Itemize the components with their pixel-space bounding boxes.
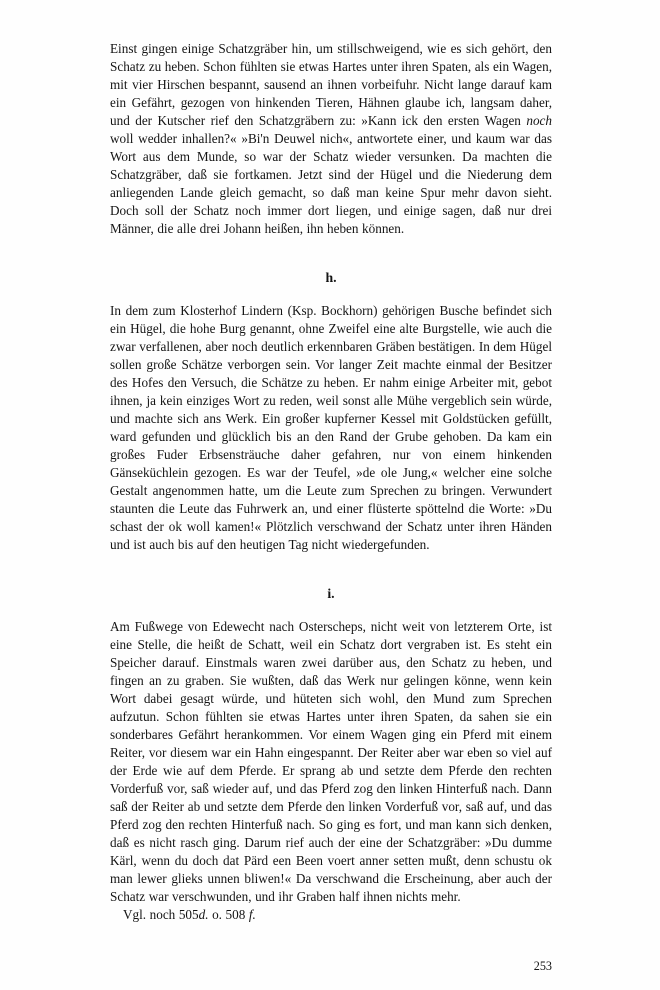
- text-segment: woll wedder inhallen?« »Bi'n Deuwel nich«, antwortete einer, und kaum war das Wort aus dem Munde, so war der Schatz wieder versunken. Da machten die Schatzgräber, daß sie fortkamen. Jetzt sind der Hügel und die Niederung dem anliegenden Lande gleich gemacht, so daß man keine Spur mehr davon sieht. Doch soll der Schatz noch immer dort liegen, und einige sagen, daß nur drei Männer, die alle drei Johann heißen, ihn heben können.: [110, 131, 552, 236]
- text-segment: Einst gingen einige Schatzgräber hin, um stillschweigend, wie es sich gehört, den Schatz zu heben. Schon fühlten sie etwas Hartes unter ihren Spaten, als ein Wagen, mit vier Hirschen bespannt, sausend an ihnen vorbeifuhr. Nicht lange darauf kam ein Gefährt, gezogen von hinkenden Tieren, Hähnen glaube ich, langsam daher, und der Kutscher rief den Schatzgräbern zu: »Kann ick den ersten Wagen: [110, 41, 552, 128]
- text-segment: Am Fußwege von Edewecht nach Osterscheps, nicht weit von letzterem Orte, ist eine Stelle, die heißt de Schatt, weil ein Schatz dort vergraben ist. Es steht ein Speicher darauf. Einstmals waren zwei darüber aus, den Schatz zu heben, und fingen an zu graben. Sie wußten, daß das Werk nur gelingen könne, wenn kein Wort dabei gesagt würde, und hüteten sich wohl, den Mund zum Sprechen aufzutun. Schon fühlten sie etwas Hartes unter ihren Spaten, da sahen sie ein sonderbares Gefährt herankommen. Vor einem Wagen ging ein Pferd mit einem Reiter, vor diesem war ein Hahn eingespannt. Der Reiter aber war eben so viel auf der Erde wie auf dem Pferde. Er sprang ab und setzte dem Pferde den rechten Vorderfuß vor, saß wieder auf, und das Pferd zog den linken Hinterfuß nach. Dann saß der Reiter ab und setzte dem Pferde den linken Vorderfuß vor, saß auf, und das Pferd zog den rechten Hinterfuß nach. So ging es fort, und man kann sich denken, daß es nicht rasch ging. Darum rief auch der eine der Schatzgräber: »Du dumme Kärl, wenn du doch dat Pärd een Been voert anner setten mußt, denn schustu ok man lewer glieks unnen bliwen!« Da verschwand die Erscheinung, aber auch der Schatz war verschwunden, und ihr Graben half ihnen nichts mehr.: [110, 619, 552, 904]
- paragraph-2: [110, 302, 552, 554]
- page-number: 253: [533, 959, 552, 973]
- text-block: [110, 40, 552, 924]
- text-segment-italic: d.: [198, 907, 209, 922]
- text-segment: Vgl. noch 505: [123, 907, 199, 922]
- section-heading-h: h.: [325, 270, 337, 285]
- text-segment-italic: f.: [248, 907, 256, 922]
- text-segment-italic: noch: [526, 113, 552, 128]
- text-segment: o. 508: [208, 907, 249, 922]
- paragraph-3: [110, 618, 552, 906]
- text-segment: In dem zum Klosterhof Lindern (Ksp. Bockhorn) gehörigen Busche befindet sich ein Hügel, die hohe Burg genannt, ohne Zweifel eine alte Burgstelle, wie auch die zwar verfallenen, aber noch deutlich erkennbaren Gräben bestätigen. In dem Hügel sollen große Schätze verborgen sein. Vor langer Zeit machte einmal der Besitzer des Hofes den Versuch, die Schätze zu heben. Er nahm einige Arbeiter mit, gebot ihnen, ja kein einziges Wort zu reden, weil sonst alle Mühe vergeblich sein würde, und machte sich ans Werk. Ein großer kupferner Kessel mit Goldstücken gefüllt, ward gefunden und glücklich bis an den Rand der Grube gehoben. Da kam ein großes Fuder Erbsensträuche daher gefahren, nur von einem hinkenden Gänseküchlein gezogen. Es war der Teufel, »de ole Jung,« welcher eine solche Gestalt angenommen hatte, um die Leute zum Sprechen zu bringen. Verwundert staunten die Leute das Fuhrwerk an, und einer flüsterte spöttelnd die Worte: »Du schast der ok woll kamen!« Plötzlich verschwand der Schatz unter ihren Händen und ist auch bis auf den heutigen Tag nicht wiedergefunden.: [110, 303, 552, 552]
- cross-reference-note: [110, 906, 552, 924]
- paragraph-1: [110, 40, 552, 238]
- section-heading-i: i.: [327, 586, 335, 601]
